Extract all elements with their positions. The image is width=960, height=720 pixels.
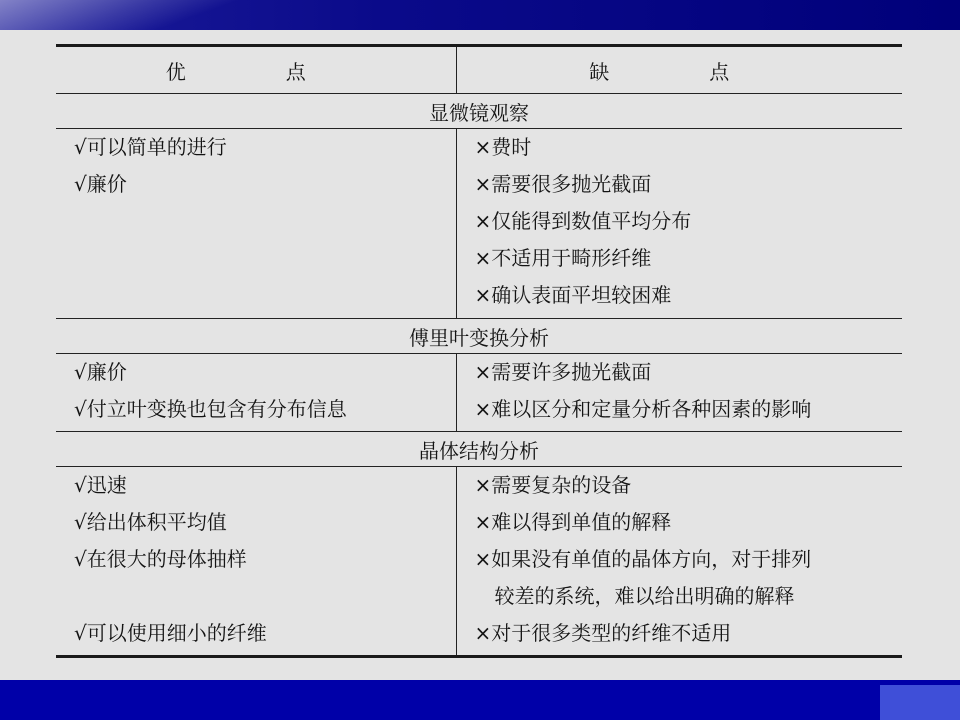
pro-item: √迅速: [74, 473, 127, 497]
comparison-table: [56, 44, 902, 658]
con-item: ×不适用于畸形纤维: [474, 246, 652, 270]
con-item: ×需要许多抛光截面: [474, 360, 652, 384]
top-bar-swoosh: [0, 0, 260, 30]
section-body-row: [56, 129, 902, 319]
section-title-row: [56, 319, 902, 354]
header-pros: 优 点: [56, 46, 456, 94]
cons-cell: [456, 129, 902, 319]
pro-item-spacer: [74, 578, 456, 615]
slide-corner-block: [880, 685, 960, 720]
con-item: ×费时: [474, 135, 532, 159]
pro-item: √可以使用细小的纤维: [74, 621, 267, 645]
pro-item: √付立叶变换也包含有分布信息: [74, 397, 347, 421]
cons-cell: [456, 354, 902, 432]
section-title-row: [56, 432, 902, 467]
section-body-row: [56, 467, 902, 657]
section-title-row: [56, 94, 902, 129]
con-item: ×需要很多抛光截面: [474, 172, 652, 196]
pro-item: √可以简单的进行: [74, 135, 227, 159]
pros-cell: [56, 129, 456, 319]
header-cons: 缺 点: [456, 46, 902, 94]
pro-item: √廉价: [74, 360, 127, 384]
pro-item: √在很大的母体抽样: [74, 547, 247, 571]
section-title-microscopy: 显微镜观察: [56, 94, 902, 129]
section-body-row: [56, 354, 902, 432]
section-title-fourier: 傅里叶变换分析: [56, 319, 902, 354]
con-item: ×仅能得到数值平均分布: [474, 209, 692, 233]
con-item: ×对于很多类型的纤维不适用: [474, 621, 732, 645]
cons-cell: [456, 467, 902, 657]
pros-cell: [56, 467, 456, 657]
slide-bottom-bar: [0, 680, 960, 720]
pro-item: √给出体积平均值: [74, 510, 227, 534]
con-item-continuation: 较差的系统，难以给出明确的解释: [494, 584, 795, 608]
con-item: ×确认表面平坦较困难: [474, 283, 672, 307]
slide-top-bar: [0, 0, 960, 30]
con-item: ×难以得到单值的解释: [474, 510, 672, 534]
header-row: [56, 46, 902, 94]
pros-cell: [56, 354, 456, 432]
pro-item: √廉价: [74, 172, 127, 196]
con-item: ×如果没有单值的晶体方向，对于排列: [474, 547, 812, 571]
con-item: ×需要复杂的设备: [474, 473, 632, 497]
con-item: ×难以区分和定量分析各种因素的影响: [474, 397, 812, 421]
section-title-crystal: 晶体结构分析: [56, 432, 902, 467]
